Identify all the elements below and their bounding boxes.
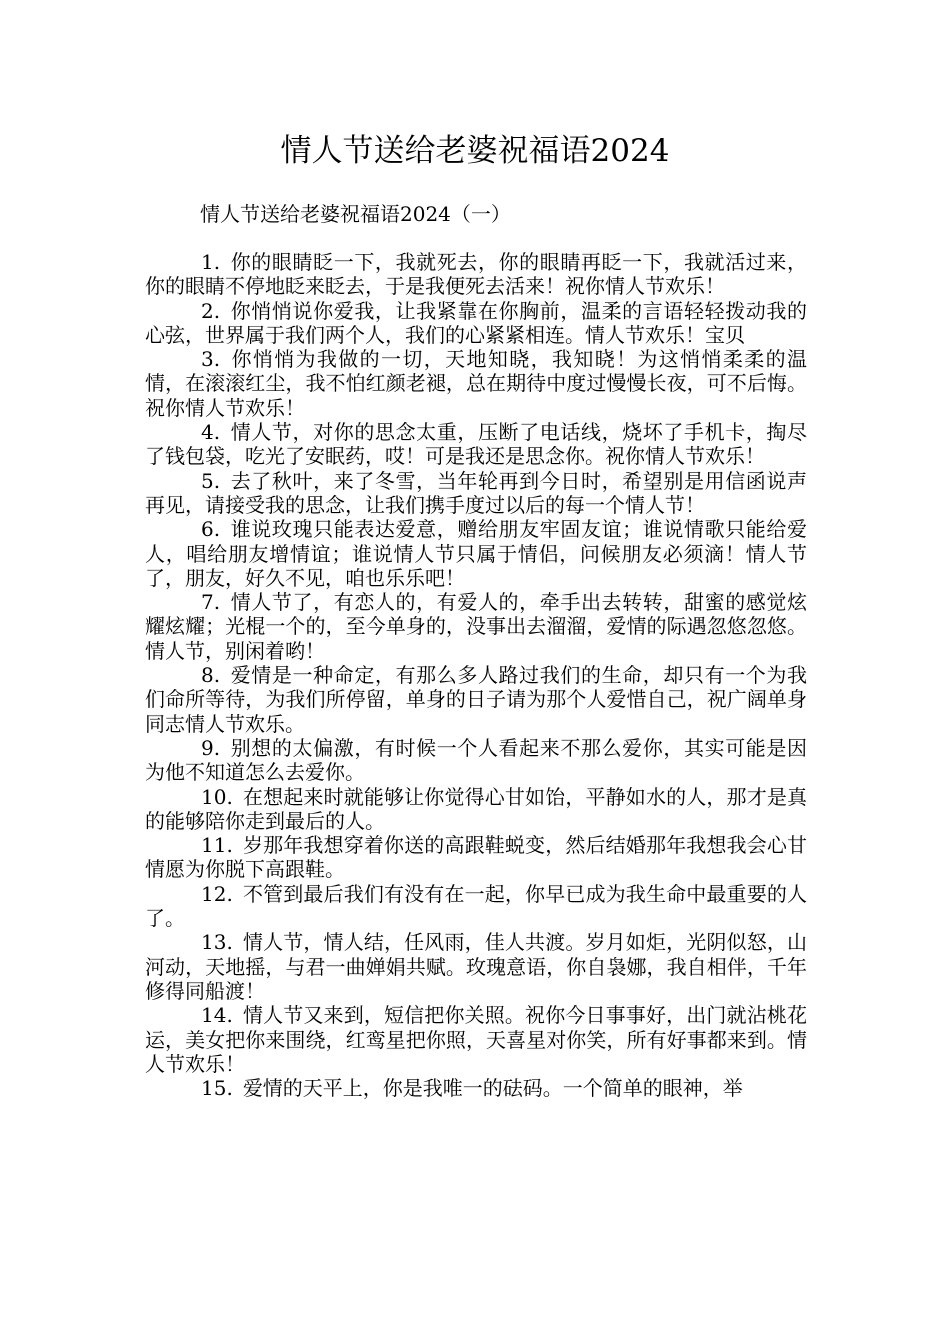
greeting-list [145,250,807,1100]
item-text: 岁那年我想穿着你送的高跟鞋蜕变，然后结婚那年我想我会心甘情愿为你脱下高跟鞋。 [145,833,807,882]
item-text: 爱情的天平上，你是我唯一的砝码。一个简单的眼神，举 [242,1076,743,1101]
list-item [145,736,807,785]
list-item [145,299,807,348]
list-item [145,1003,807,1076]
item-text: 你悄悄为我做的一切，天地知晓，我知晓！为这悄悄柔柔的温情，在滚滚红尘，我不怕红颜老褪，总在期待中度过慢慢长夜，可不后悔。祝你情人节欢乐！ [145,347,807,420]
list-item [145,347,807,420]
item-number: 3. [201,347,221,372]
item-text: 去了秋叶，来了冬雪，当年轮再到今日时，希望别是用信函说声再见，请接受我的思念，让我们携手度过以后的每一个情人节！ [145,468,807,517]
item-number: 12. [201,881,233,906]
list-item [145,420,807,469]
list-item [145,833,807,882]
list-item [145,1076,807,1100]
item-number: 11. [201,833,233,858]
document-title: 情人节送给老婆祝福语2024 [280,133,670,169]
list-item [145,785,807,834]
item-text: 情人节，对你的思念太重，压断了电话线，烧坏了手机卡，掏尽了钱包袋，吃光了安眠药，哎！可是我还是思念你。祝你情人节欢乐！ [145,420,807,469]
item-number: 9. [201,735,221,760]
item-number: 4. [201,420,221,445]
item-number: 15. [201,1076,233,1101]
item-number: 13. [201,930,233,955]
item-text: 情人节又来到，短信把你关照。祝你今日事事好，出门就沾桃花运，美女把你来围绕，红鸾星把你照，天喜星对你笑，所有好事都来到。情人节欢乐！ [145,1003,807,1076]
item-text: 情人节了，有恋人的，有爱人的，牵手出去转转，甜蜜的感觉炫耀炫耀；光棍一个的，至今单身的，没事出去溜溜，爱情的际遇忽悠忽悠。情人节，别闲着哟！ [145,590,807,663]
item-text: 爱情是一种命定，有那么多人路过我们的生命，却只有一个为我们命所等待，为我们所停留，单身的日子请为那个人爱惜自己，祝广阔单身同志情人节欢乐。 [145,663,807,736]
item-number: 6. [201,517,221,542]
item-text: 情人节，情人结，任风雨，佳人共渡。岁月如炬，光阴似怒，山河动，天地摇，与君一曲婵娟共赋。玫瑰意语，你自袅娜，我自相伴，千年修得同船渡！ [145,930,807,1003]
list-item [145,469,807,518]
item-text: 你的眼睛眨一下，我就死去，你的眼睛再眨一下，我就活过来，你的眼睛不停地眨来眨去，于是我便死去活来！祝你情人节欢乐！ [145,250,807,299]
item-number: 5. [201,468,221,493]
item-text: 别想的太偏激，有时候一个人看起来不那么爱你，其实可能是因为他不知道怎么去爱你。 [145,735,807,785]
item-number: 2. [201,298,221,323]
item-text: 你悄悄说你爱我，让我紧靠在你胸前，温柔的言语轻轻拨动我的心弦，世界属于我们两个人，我们的心紧紧相连。情人节欢乐！宝贝 [145,298,807,347]
item-number: 1. [201,250,221,274]
item-text: 不管到最后我们有没有在一起，你早已成为我生命中最重要的人了。 [145,881,807,931]
list-item [145,663,807,736]
list-item [145,930,807,1003]
list-item [145,882,807,931]
item-text: 谁说玫瑰只能表达爱意，赠给朋友牢固友谊；谁说情歌只能给爱人，唱给朋友增情谊；谁说情人节只属于情侣，问候朋友必须滴！情人节了，朋友，好久不见，咱也乐乐吧！ [145,517,807,590]
section-heading: 情人节送给老婆祝福语2024（一） [200,202,511,226]
item-number: 8. [201,663,221,688]
item-number: 7. [201,590,221,615]
list-item [145,517,807,590]
item-number: 14. [201,1003,233,1028]
list-item [145,250,807,299]
item-number: 10. [201,784,233,809]
list-item [145,590,807,663]
item-text: 在想起来时就能够让你觉得心甘如饴，平静如水的人，那才是真的能够陪你走到最后的人。 [145,784,807,833]
